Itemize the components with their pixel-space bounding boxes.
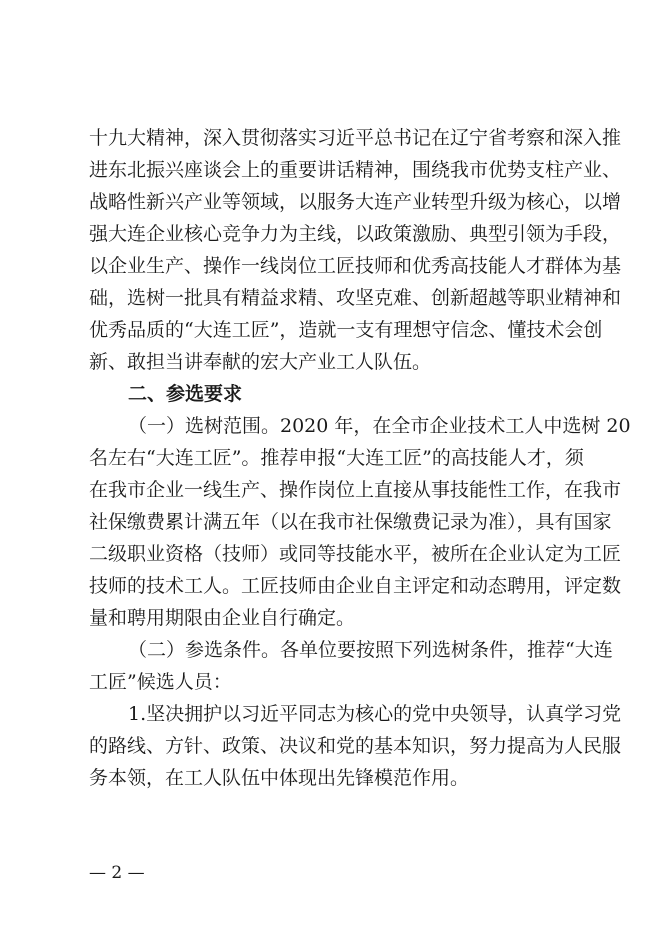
body-text-line: 技师的技术工人。工匠技师由企业自主评定和动态聘用，评定数 (89, 575, 622, 597)
body-text-line: 战略性新兴产业等领域，以服务大连产业转型升级为核心，以增 (89, 191, 622, 213)
body-text-line: 名左右“大连工匠”。推荐申报“大连工匠”的高技能人才，须 (89, 447, 584, 469)
section-heading: 二、参选要求 (128, 383, 243, 405)
list-item-line: 的路线、方针、政策、决议和党的基本知识，努力提高为人民服 (89, 735, 622, 757)
page-number: — 2 — (89, 863, 145, 883)
body-text-line: 社保缴费累计满五年（以在我市社保缴费记录为准），具有国家 (89, 511, 612, 533)
body-text-line: （二）参选条件。各单位要按照下列选树条件，推荐“大连 (128, 639, 613, 661)
body-text-line: 十九大精神，深入贯彻落实习近平总书记在辽宁省考察和深入推 (89, 127, 622, 149)
body-text-line: 进东北振兴座谈会上的重要讲话精神，围绕我市优势支柱产业、 (89, 159, 622, 181)
list-item-line: 1.坚决拥护以习近平同志为核心的党中央领导，认真学习党 (128, 703, 622, 725)
body-text-line: 础，选树一批具有精益求精、攻坚克难、创新超越等职业精神和 (89, 287, 622, 309)
body-text-line: 工匠”候选人员： (89, 671, 232, 693)
body-text-line: 以企业生产、操作一线岗位工匠技师和优秀高技能人才群体为基 (89, 255, 622, 277)
body-text-line: 强大连企业核心竞争力为主线，以政策激励、典型引领为手段， (89, 223, 622, 245)
body-text-line: 在我市企业一线生产、操作岗位上直接从事技能性工作，在我市 (89, 479, 622, 501)
body-text-line: 优秀品质的“大连工匠”，造就一支有理想守信念、懂技术会创 (89, 319, 603, 341)
body-text-line: （一）选树范围。2020 年，在全市企业技术工人中选树 20 (128, 415, 631, 437)
body-text-line: 二级职业资格（技师）或同等技能水平，被所在企业认定为工匠 (89, 543, 622, 565)
list-item-line: 务本领，在工人队伍中体现出先锋模范作用。 (89, 767, 470, 789)
body-text-line: 新、敢担当讲奉献的宏大产业工人队伍。 (89, 351, 432, 373)
body-text-line: 量和聘用期限由企业自行确定。 (89, 607, 356, 629)
